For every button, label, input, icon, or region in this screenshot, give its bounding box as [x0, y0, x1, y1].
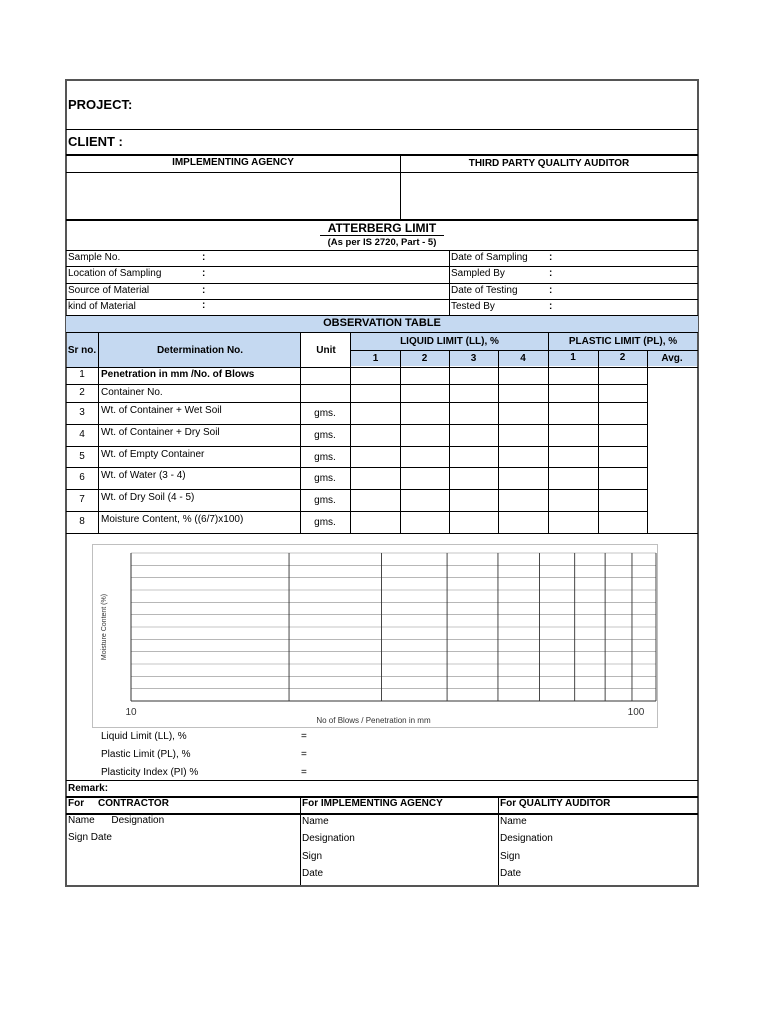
divider [498, 797, 499, 885]
row-label: Wt. of Water (3 - 4) [101, 470, 186, 481]
row-label: Moisture Content, % ((6/7)x100) [101, 514, 244, 525]
ll-col-1: 1 [372, 353, 379, 364]
source-label: Source of Material [68, 285, 150, 296]
divider [66, 250, 698, 251]
chart-y-axis-label: Moisture Content (%) [101, 593, 108, 661]
row-label: Penetration in mm /No. of Blows [101, 369, 255, 380]
row-label: Wt. of Empty Container [101, 449, 205, 460]
row-unit: gms. [314, 452, 336, 463]
divider [449, 250, 450, 316]
chart-x-tick-label: 10 [125, 707, 137, 718]
row-label: Wt. of Dry Soil (4 - 5) [101, 492, 195, 503]
row-divider [66, 511, 648, 512]
equals: = [301, 749, 307, 760]
row-label: Wt. of Container + Dry Soil [101, 427, 220, 438]
divider [351, 350, 698, 351]
row-divider [66, 384, 648, 385]
auditor-name: Name [500, 816, 527, 827]
form-subtitle: (As per IS 2720, Part - 5) [327, 237, 437, 248]
client-label: CLIENT : [68, 134, 123, 149]
liquid-limit-result-label: Liquid Limit (LL), % [101, 731, 187, 742]
divider [66, 367, 698, 368]
colon: : [202, 252, 206, 263]
col-divider [647, 350, 648, 533]
row-divider [66, 402, 648, 403]
ll-col-4: 4 [520, 353, 526, 364]
colon: : [549, 268, 553, 279]
pl-col-2: 2 [619, 352, 626, 363]
row-unit: gms. [314, 495, 336, 506]
sample-no-label: Sample No. [68, 252, 121, 263]
pl-col-1: 1 [570, 352, 576, 363]
row-unit: gms. [314, 517, 336, 528]
row-divider [66, 467, 648, 468]
ll-col-3: 3 [470, 353, 477, 364]
date-sampling-label: Date of Sampling [451, 252, 528, 263]
auditor-designation: Designation [500, 833, 553, 844]
row-sr-no: 4 [79, 429, 85, 440]
agency-date: Date [302, 868, 324, 879]
chart-x-tick-label: 100 [627, 707, 645, 718]
col-sr-header: Sr no. [67, 345, 97, 356]
avg-col: Avg. [661, 353, 683, 364]
row-sr-no: 5 [79, 451, 85, 462]
row-unit: gms. [314, 408, 336, 419]
chart-svg [93, 545, 657, 727]
liquid-limit-header: LIQUID LIMIT (LL), % [400, 336, 499, 347]
form-title: ATTERBERG LIMIT [66, 221, 698, 235]
ll-col-2: 2 [421, 353, 428, 364]
remark-label: Remark: [68, 783, 109, 794]
col-divider [449, 350, 450, 533]
colon: : [202, 268, 206, 279]
divider [66, 154, 698, 156]
atterberg-form-sheet [65, 79, 699, 887]
plasticity-index-result-label: Plasticity Index (PI) % [101, 767, 199, 778]
row-sr-no: 2 [79, 387, 85, 398]
sampled-by-label: Sampled By [451, 268, 505, 279]
agency-sign: Sign [302, 851, 323, 862]
auditor-footer-header: For QUALITY AUDITOR [500, 798, 611, 809]
equals: = [301, 731, 307, 742]
row-sr-no: 6 [79, 472, 85, 483]
col-divider [548, 333, 549, 533]
table-bottom [66, 533, 698, 534]
date-testing-label: Date of Testing [451, 285, 518, 296]
project-label: PROJECT: [68, 97, 133, 112]
col-divider [400, 350, 401, 533]
divider [66, 172, 698, 173]
chart-x-axis-label: No of Blows / Penetration in mm [316, 716, 431, 725]
plastic-limit-result-label: Plastic Limit (PL), % [101, 749, 191, 760]
implementing-agency-header: IMPLEMENTING AGENCY [172, 157, 294, 168]
colon: : [202, 300, 206, 311]
divider [300, 797, 301, 885]
third-party-auditor-header: THIRD PARTY QUALITY AUDITOR [468, 158, 630, 169]
col-divider [498, 350, 499, 533]
divider [66, 780, 698, 781]
agency-designation: Designation [302, 833, 355, 844]
contractor-header: For CONTRACTOR [68, 798, 169, 809]
observation-title: OBSERVATION TABLE [323, 317, 441, 329]
col-divider [598, 350, 599, 533]
row-label: Container No. [101, 387, 163, 398]
col-unit-header: Unit [316, 345, 336, 356]
auditor-sign: Sign [500, 851, 521, 862]
location-label: Location of Sampling [68, 268, 162, 279]
row-divider [66, 446, 648, 447]
colon: : [549, 285, 553, 296]
agency-footer-header: For IMPLEMENTING AGENCY [302, 798, 443, 809]
plastic-limit-header: PLASTIC LIMIT (PL), % [568, 336, 678, 347]
divider [66, 283, 698, 284]
row-sr-no: 3 [79, 407, 85, 418]
col-determination-header: Determination No. [156, 345, 244, 356]
row-sr-no: 8 [79, 516, 85, 527]
row-unit: gms. [314, 430, 336, 441]
row-label: Wt. of Container + Wet Soil [101, 405, 222, 416]
auditor-date: Date [500, 868, 522, 879]
row-sr-no: 7 [79, 494, 85, 505]
row-sr-no: 1 [79, 369, 85, 380]
row-divider [66, 489, 648, 490]
divider [66, 266, 698, 267]
col-divider [98, 333, 99, 533]
row-unit: gms. [314, 473, 336, 484]
moisture-chart [92, 544, 658, 728]
colon: : [549, 301, 553, 312]
agency-name: Name [302, 816, 329, 827]
divider [400, 155, 401, 219]
equals: = [301, 767, 307, 778]
divider [66, 129, 698, 130]
colon: : [202, 285, 206, 296]
contractor-name-designation: Name Designation [68, 815, 165, 826]
tested-by-label: Tested By [451, 301, 495, 312]
row-divider [66, 424, 648, 425]
col-divider [350, 333, 351, 533]
kind-label: kind of Material [68, 301, 136, 312]
divider [66, 299, 698, 300]
contractor-sign-date: Sign Date [68, 832, 112, 843]
colon: : [549, 252, 553, 263]
